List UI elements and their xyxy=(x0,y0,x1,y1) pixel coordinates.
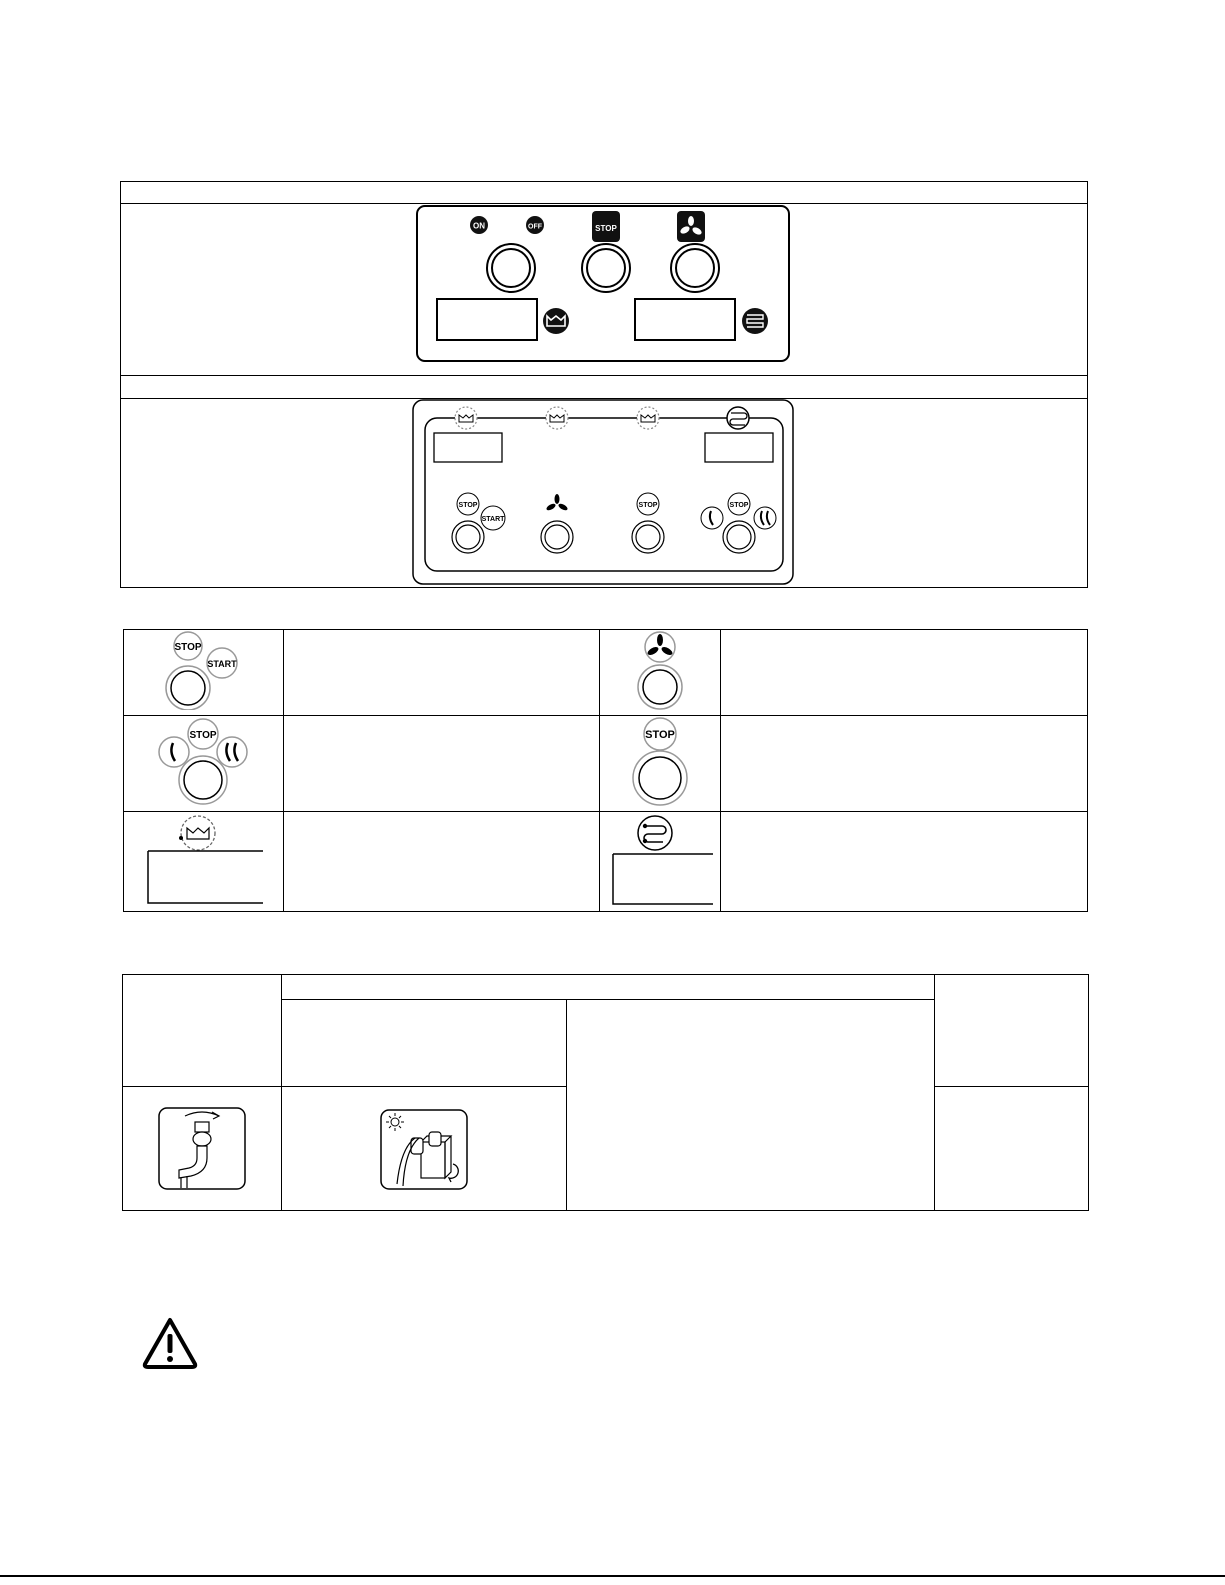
legend-desc-fan xyxy=(720,630,1088,716)
cleaning-cartridge-icon xyxy=(379,1108,469,1191)
maint-hline-1 xyxy=(281,999,934,1000)
tank-level-3-icon xyxy=(637,407,659,429)
legend-cell-heat xyxy=(124,716,284,812)
legend-cell-stop-start xyxy=(124,630,284,716)
legend-desc-heater-display xyxy=(720,812,1088,912)
maint-vline-3 xyxy=(566,999,567,1211)
on-label: ON xyxy=(473,221,485,231)
legend-cell-stop xyxy=(599,716,720,812)
legend-desc-tank-display xyxy=(283,812,599,912)
maintenance-table xyxy=(122,974,1089,1211)
panel-b-header-bar xyxy=(121,375,1087,376)
button-legend-table xyxy=(123,629,1088,912)
heater-coil-icon xyxy=(727,407,749,429)
control-panel-b xyxy=(411,398,796,586)
tank-display-icon xyxy=(138,812,268,906)
page-bottom-rule xyxy=(0,1575,1225,1577)
fan-icon xyxy=(677,211,705,242)
legend-cell-tank-display xyxy=(124,812,284,912)
heat-low-icon xyxy=(701,507,723,529)
legend-desc-stop-start xyxy=(283,630,599,716)
stop-label: STOP xyxy=(595,224,617,233)
legend-start-label: START xyxy=(207,659,238,669)
panel-b-stop-label: STOP xyxy=(458,502,478,509)
heater-display xyxy=(635,299,735,340)
legend-cell-heater-display xyxy=(599,812,720,912)
off-label: OFF xyxy=(528,223,542,231)
legend-desc-heat xyxy=(283,716,599,812)
left-display xyxy=(434,433,502,462)
tank-display xyxy=(437,299,537,340)
heat-stop-button-icon xyxy=(143,716,263,806)
power-on-icon xyxy=(470,216,488,234)
panel-b-start-label: START xyxy=(481,516,505,523)
stop-start-button-icon xyxy=(143,630,263,710)
power-knob[interactable] xyxy=(487,244,535,292)
fan-knob[interactable] xyxy=(671,244,719,292)
stop-knob[interactable] xyxy=(582,244,630,292)
fan-button-icon xyxy=(620,630,700,710)
legend-stop-label: STOP xyxy=(174,642,202,653)
maint-hline-2a xyxy=(122,1086,566,1087)
power-off-icon xyxy=(526,216,544,234)
control-panel-a xyxy=(415,204,792,374)
panel-b-stop-label-3: STOP xyxy=(729,502,749,509)
faucet-icon xyxy=(157,1106,247,1191)
legend-stop-only-label: STOP xyxy=(644,729,675,741)
heater-display-icon xyxy=(605,812,715,906)
stop-button-icon xyxy=(620,716,700,806)
maint-vline-1 xyxy=(281,974,282,1211)
tank-level-2-icon xyxy=(546,407,568,429)
heat-high-icon xyxy=(754,507,776,529)
warning-triangle-icon xyxy=(140,1315,200,1371)
tank-level-icon xyxy=(455,407,477,429)
tank-icon xyxy=(543,308,569,334)
legend-cell-fan xyxy=(599,630,720,716)
right-display xyxy=(705,433,773,462)
legend-heat-stop-label: STOP xyxy=(189,730,217,741)
heater-icon xyxy=(742,308,768,334)
panel-b-stop-label-2: STOP xyxy=(638,502,658,509)
maint-vline-2 xyxy=(934,974,935,1211)
stop-icon xyxy=(592,211,620,242)
legend-desc-stop xyxy=(720,716,1088,812)
maint-hline-2b xyxy=(934,1086,1089,1087)
